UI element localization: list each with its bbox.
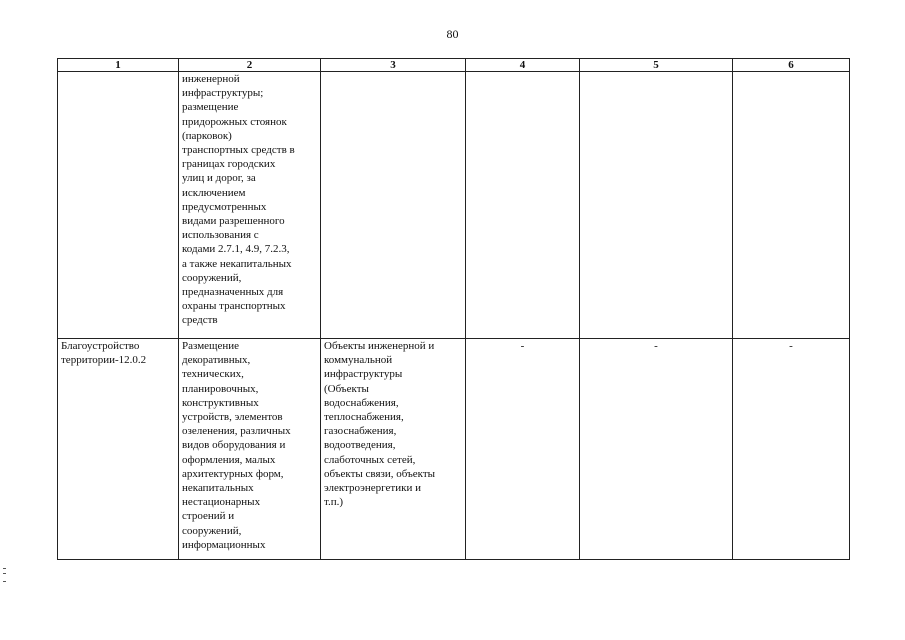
cell-auxiliary-objects	[321, 72, 466, 339]
column-header-3: 3	[321, 59, 466, 72]
column-header-4: 4	[466, 59, 580, 72]
scan-margin-mark	[3, 568, 6, 582]
table-row	[58, 339, 850, 560]
cell-auxiliary-objects: Объекты инженерной и коммунальной инфраструктуры (Объекты водоснабжения, теплоснабжения, газоснабжения, водоотведения, слаботочных сетей, объекты связи, объекты электроэнергетики и т.п.)	[321, 339, 466, 560]
cell-column-6: -	[733, 339, 850, 560]
cell-land-use-description: Размещение декоративных, технических, планировочных, конструктивных устройств, элементов озеленения, различных видов оборудования и оформления, малых архитектурных форм, некапитальных нестационарных строений и сооружений, информационных	[179, 339, 321, 560]
cell-land-use-description: инженерной инфраструктуры; размещение придорожных стоянок (парковок) транспортных средств в границах городских улиц и дорог, за исключением предусмотренных видами разрешенного использования с кодами 2.7.1, 4.9, 7.2.3, а также некапитальных сооружений, предназначенных для охраны транспортных средств	[179, 72, 321, 339]
column-header-5: 5	[580, 59, 733, 72]
column-header-1: 1	[58, 59, 179, 72]
cell-column-5	[580, 72, 733, 339]
cell-column-5: -	[580, 339, 733, 560]
cell-column-4: -	[466, 339, 580, 560]
zoning-table	[57, 58, 850, 560]
cell-column-4	[466, 72, 580, 339]
table-header-row	[58, 59, 850, 72]
table-row	[58, 72, 850, 339]
cell-column-6	[733, 72, 850, 339]
column-header-2: 2	[179, 59, 321, 72]
cell-land-use-type	[58, 72, 179, 339]
cell-land-use-type: Благоустройство территории-12.0.2	[58, 339, 179, 560]
column-header-6: 6	[733, 59, 850, 72]
page-number: 80	[446, 27, 459, 41]
